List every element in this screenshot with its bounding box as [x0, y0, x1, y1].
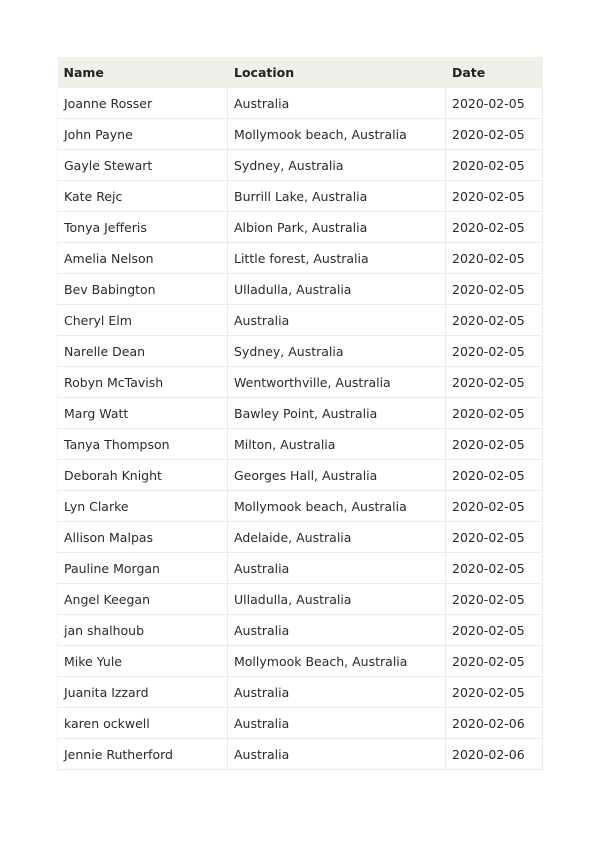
- location-cell: Adelaide, Australia: [228, 522, 446, 553]
- date-cell: 2020-02-05: [446, 274, 543, 305]
- name-cell: Amelia Nelson: [58, 243, 228, 274]
- date-cell: 2020-02-05: [446, 553, 543, 584]
- location-cell: Milton, Australia: [228, 429, 446, 460]
- location-cell: Sydney, Australia: [228, 336, 446, 367]
- table-row: [58, 150, 543, 181]
- name-cell: jan shalhoub: [58, 615, 228, 646]
- table-row: [58, 553, 543, 584]
- date-cell: 2020-02-05: [446, 336, 543, 367]
- table-row: [58, 522, 543, 553]
- table-row: [58, 646, 543, 677]
- name-cell: Kate Rejc: [58, 181, 228, 212]
- table-row: [58, 398, 543, 429]
- name-cell: Deborah Knight: [58, 460, 228, 491]
- table-row: [58, 212, 543, 243]
- location-cell: Australia: [228, 305, 446, 336]
- name-cell: Angel Keegan: [58, 584, 228, 615]
- date-cell: 2020-02-05: [446, 119, 543, 150]
- location-cell: Mollymook beach, Australia: [228, 119, 446, 150]
- date-cell: 2020-02-05: [446, 522, 543, 553]
- name-cell: Jennie Rutherford: [58, 739, 228, 770]
- name-cell: Joanne Rosser: [58, 88, 228, 119]
- date-cell: 2020-02-05: [446, 88, 543, 119]
- table-row: [58, 429, 543, 460]
- location-cell: Australia: [228, 553, 446, 584]
- table-row: [58, 88, 543, 119]
- signatures-table-container: [57, 57, 542, 770]
- date-cell: 2020-02-05: [446, 367, 543, 398]
- location-cell: Wentworthville, Australia: [228, 367, 446, 398]
- name-cell: karen ockwell: [58, 708, 228, 739]
- table-row: [58, 615, 543, 646]
- table-row: [58, 460, 543, 491]
- table-row: [58, 274, 543, 305]
- table-row: [58, 336, 543, 367]
- location-cell: Little forest, Australia: [228, 243, 446, 274]
- location-cell: Australia: [228, 615, 446, 646]
- column-header-location: Location: [228, 57, 446, 88]
- date-cell: 2020-02-05: [446, 398, 543, 429]
- location-cell: Australia: [228, 739, 446, 770]
- table-row: [58, 181, 543, 212]
- name-cell: Allison Malpas: [58, 522, 228, 553]
- name-cell: Gayle Stewart: [58, 150, 228, 181]
- name-cell: Bev Babington: [58, 274, 228, 305]
- location-cell: Australia: [228, 677, 446, 708]
- date-cell: 2020-02-05: [446, 584, 543, 615]
- date-cell: 2020-02-06: [446, 739, 543, 770]
- location-cell: Sydney, Australia: [228, 150, 446, 181]
- table-row: [58, 708, 543, 739]
- date-cell: 2020-02-05: [446, 181, 543, 212]
- name-cell: John Payne: [58, 119, 228, 150]
- location-cell: Albion Park, Australia: [228, 212, 446, 243]
- date-cell: 2020-02-05: [446, 677, 543, 708]
- location-cell: Georges Hall, Australia: [228, 460, 446, 491]
- date-cell: 2020-02-05: [446, 305, 543, 336]
- name-cell: Narelle Dean: [58, 336, 228, 367]
- signatures-table: [57, 57, 543, 770]
- date-cell: 2020-02-05: [446, 212, 543, 243]
- table-row: [58, 119, 543, 150]
- date-cell: 2020-02-05: [446, 429, 543, 460]
- column-header-date: Date: [446, 57, 543, 88]
- name-cell: Robyn McTavish: [58, 367, 228, 398]
- table-row: [58, 243, 543, 274]
- name-cell: Lyn Clarke: [58, 491, 228, 522]
- date-cell: 2020-02-05: [446, 646, 543, 677]
- table-header-row: [58, 57, 543, 88]
- date-cell: 2020-02-05: [446, 491, 543, 522]
- table-row: [58, 491, 543, 522]
- table-row: [58, 739, 543, 770]
- table-header: [58, 57, 543, 88]
- name-cell: Tonya Jefferis: [58, 212, 228, 243]
- date-cell: 2020-02-06: [446, 708, 543, 739]
- location-cell: Mollymook Beach, Australia: [228, 646, 446, 677]
- table-row: [58, 305, 543, 336]
- name-cell: Mike Yule: [58, 646, 228, 677]
- name-cell: Juanita Izzard: [58, 677, 228, 708]
- column-header-name: Name: [58, 57, 228, 88]
- table-body: [58, 88, 543, 770]
- date-cell: 2020-02-05: [446, 615, 543, 646]
- location-cell: Bawley Point, Australia: [228, 398, 446, 429]
- name-cell: Pauline Morgan: [58, 553, 228, 584]
- table-row: [58, 584, 543, 615]
- name-cell: Cheryl Elm: [58, 305, 228, 336]
- location-cell: Mollymook beach, Australia: [228, 491, 446, 522]
- name-cell: Tanya Thompson: [58, 429, 228, 460]
- name-cell: Marg Watt: [58, 398, 228, 429]
- date-cell: 2020-02-05: [446, 460, 543, 491]
- location-cell: Australia: [228, 88, 446, 119]
- table-row: [58, 677, 543, 708]
- date-cell: 2020-02-05: [446, 243, 543, 274]
- location-cell: Australia: [228, 708, 446, 739]
- location-cell: Ulladulla, Australia: [228, 274, 446, 305]
- location-cell: Ulladulla, Australia: [228, 584, 446, 615]
- date-cell: 2020-02-05: [446, 150, 543, 181]
- location-cell: Burrill Lake, Australia: [228, 181, 446, 212]
- table-row: [58, 367, 543, 398]
